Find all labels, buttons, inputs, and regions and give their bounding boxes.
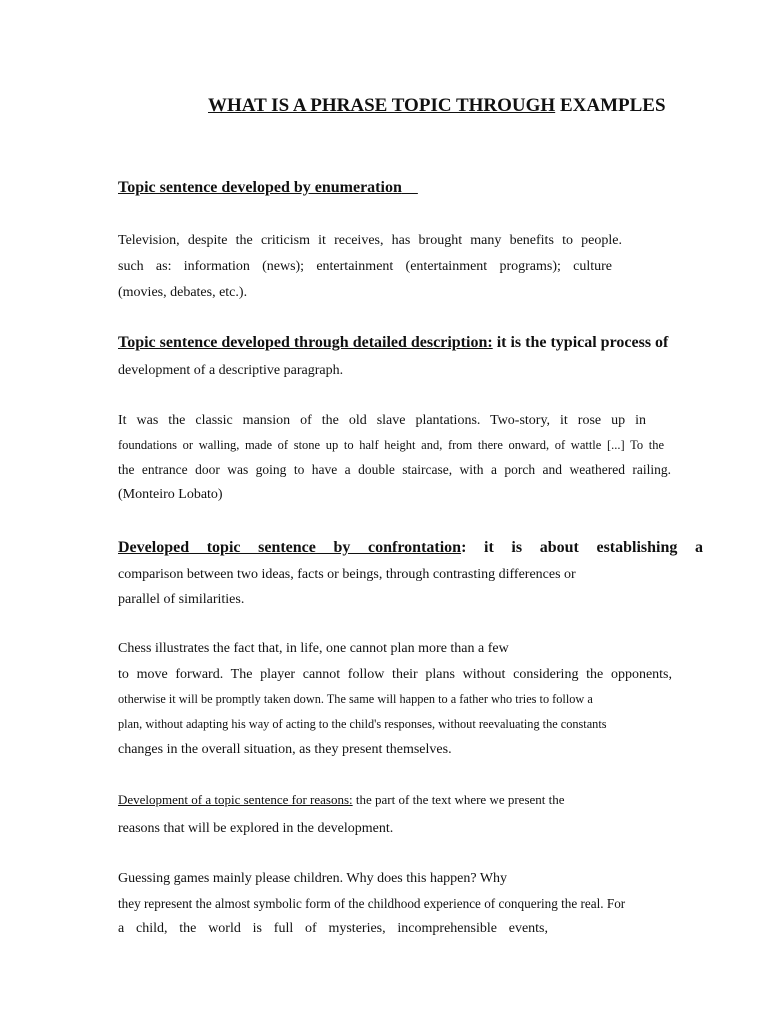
page-title-rest: EXAMPLES	[555, 95, 666, 116]
section-heading-confrontation	[118, 540, 703, 556]
section-heading-enumeration	[118, 180, 418, 196]
example-line: It was the classic mansion of the old slave plantations. Two-story, it rose up in	[118, 413, 646, 428]
example-attribution: (Monteiro Lobato)	[118, 487, 223, 502]
paragraph-line: parallel of similarities.	[118, 592, 245, 607]
section-heading-description	[118, 335, 668, 351]
example-line: foundations or walling, made of stone up to half height and, from there onward, of wattle [...] To the	[118, 438, 664, 452]
section-heading-reasons	[118, 793, 565, 806]
section-heading-label: Topic sentence developed through detailed description:	[118, 334, 493, 351]
paragraph-line: Television, despite the criticism it receives, has brought many benefits to people.	[118, 233, 622, 248]
paragraph-line: comparison between two ideas, facts or beings, through contrasting differences or	[118, 567, 576, 582]
page-title	[208, 96, 666, 115]
page-title-underlined: WHAT IS A PHRASE TOPIC THROUGH	[208, 95, 556, 116]
example-line: they represent the almost symbolic form of the childhood experience of conquering the real. For	[118, 896, 626, 911]
example-line: to move forward. The player cannot follow their plans without considering the opponents,	[118, 667, 672, 682]
example-line: Chess illustrates the fact that, in life, one cannot plan more than a few	[118, 641, 509, 656]
paragraph-line: (movies, debates, etc.).	[118, 285, 248, 300]
example-line: a child, the world is full of mysteries, incomprehensible events,	[118, 921, 548, 936]
example-line: Guessing games mainly please children. Why does this happen? Why	[118, 871, 508, 886]
section-heading-rest: the part of the text where we present the	[352, 792, 565, 807]
section-heading-label: Developed topic sentence by confrontation	[118, 539, 462, 556]
paragraph-line: reasons that will be explored in the development.	[118, 821, 394, 836]
example-line: changes in the overall situation, as they present themselves.	[118, 742, 452, 757]
section-heading-rest: it is the typical process of	[492, 334, 669, 351]
example-line: plan, without adapting his way of acting to the child's responses, without reevaluating the constants	[118, 717, 607, 731]
example-line: otherwise it will be promptly taken down. The same will happen to a father who tries to follow a	[118, 692, 593, 706]
section-heading-text: Topic sentence developed by enumeration	[118, 179, 402, 196]
section-heading-label: Development of a topic sentence for reasons:	[118, 792, 353, 807]
paragraph-line: such as: information (news); entertainment (entertainment programs); culture	[118, 259, 612, 274]
section-heading-rest: : it is about establishing a	[461, 539, 704, 556]
paragraph-line: development of a descriptive paragraph.	[118, 363, 344, 378]
example-line: the entrance door was going to have a double staircase, with a porch and weathered railing.	[118, 462, 671, 477]
